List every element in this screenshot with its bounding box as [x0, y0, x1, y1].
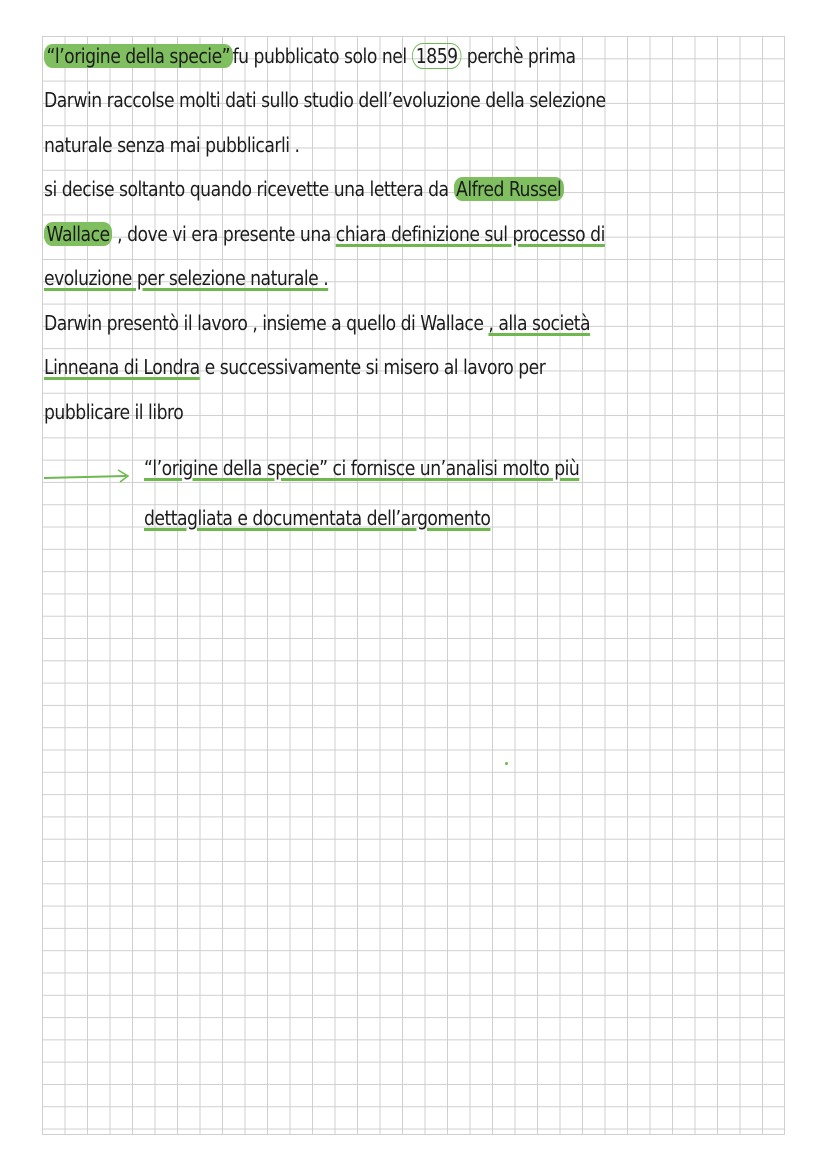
paragraph2-line2: Wallace , dove vi era presente una chiara definizione sul processo di [44, 222, 605, 246]
conclusion-line1: “l’origine della specie” ci fornisce un’analisi molto più [144, 456, 580, 480]
wallace-name-highlight-continued: Wallace [44, 222, 112, 246]
wallace-name-highlight: Alfred Russel [454, 177, 564, 201]
paragraph1-line3: naturale senza mai pubblicarli . [44, 133, 300, 157]
conclusion-line2 [144, 506, 490, 530]
conclusion-underline: dettagliata e documentata dell’argomento [144, 506, 491, 530]
paragraph3-line2: Linneana di Londra e successivamente si misero al lavoro per [44, 355, 546, 379]
year-circled: 1859 [412, 43, 462, 69]
definition-underline-continued: evoluzione per selezione naturale . [44, 266, 329, 290]
paragraph2-line3 [44, 266, 328, 290]
society-underline: , alla società [488, 311, 591, 335]
arrow-right-icon [44, 468, 134, 484]
society-underline-continued: Linneana di Londra [44, 355, 200, 379]
paragraph3-line3: pubblicare il libro [44, 400, 184, 424]
definition-underline: chiara definizione sul processo di [335, 222, 605, 246]
paragraph1-line1: “l’origine della specie” fu pubblicato solo nel 1859 perchè prima [44, 44, 576, 68]
paragraph3-line1: Darwin presentò il lavoro , insieme a quello di Wallace , alla società [44, 311, 591, 335]
paragraph1-line2: Darwin raccolse molti dati sullo studio dell’evoluzione della selezione [44, 88, 606, 112]
paragraph2-line1: si decise soltanto quando ricevette una lettera da Alfred Russel [44, 177, 564, 201]
book-title-highlight: “l’origine della specie” [44, 44, 233, 68]
stray-ink-dot [505, 762, 508, 765]
conclusion-quote-underline: “l’origine della specie” [144, 456, 328, 480]
